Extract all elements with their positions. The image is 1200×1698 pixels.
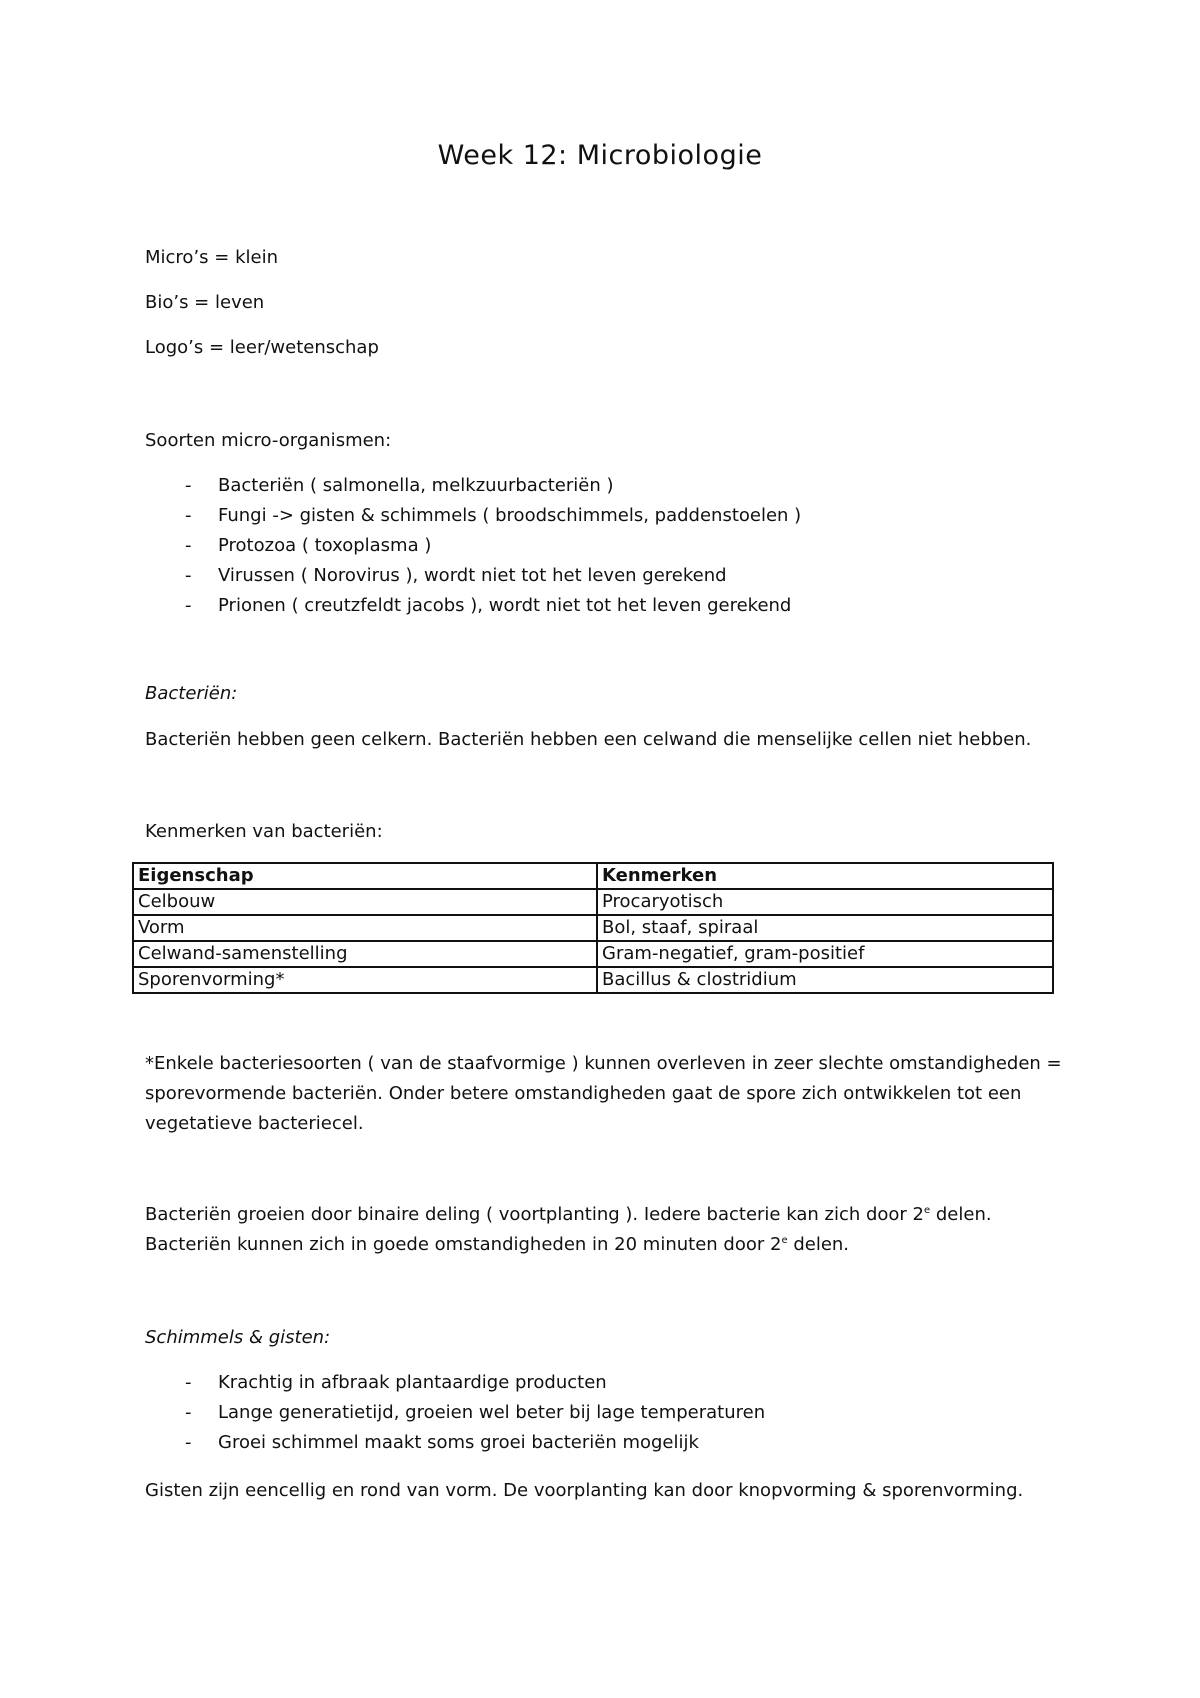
- bacteria-heading: Bacteriën:: [145, 683, 238, 704]
- table-cell: Bacillus & clostridium: [597, 967, 1053, 993]
- growth-text: delen.: [930, 1204, 992, 1225]
- list-dash: -: [185, 565, 192, 586]
- list-item-text: Fungi -> gisten & schimmels ( broodschimmels, paddenstoelen ): [218, 505, 802, 526]
- footnote-line: *Enkele bacteriesoorten ( van de staafvormige ) kunnen overleven in zeer slechte omstandigheden =: [145, 1053, 1062, 1074]
- table-row: [133, 889, 1053, 915]
- growth-line-1: [145, 1203, 992, 1227]
- table-cell: Vorm: [133, 915, 597, 941]
- list-dash: -: [185, 1402, 192, 1423]
- fungi-heading: Schimmels & gisten:: [145, 1327, 331, 1348]
- growth-text: delen.: [787, 1234, 850, 1255]
- table-cell: Celbouw: [133, 889, 597, 915]
- superscript: e: [781, 1235, 788, 1246]
- footnote-line: vegetatieve bacteriecel.: [145, 1113, 364, 1134]
- list-item-text: Protozoa ( toxoplasma ): [218, 535, 432, 556]
- list-dash: -: [185, 1432, 192, 1453]
- table-cell: Procaryotisch: [597, 889, 1053, 915]
- table-header-row: [133, 863, 1053, 889]
- definition-micro: Micro’s = klein: [145, 247, 278, 268]
- table-cell: Bol, staaf, spiraal: [597, 915, 1053, 941]
- types-heading: Soorten micro-organismen:: [145, 430, 392, 451]
- superscript: e: [924, 1205, 931, 1216]
- table-header-cell: Kenmerken: [597, 863, 1053, 889]
- yeast-paragraph: Gisten zijn eencellig en rond van vorm. De voorplanting kan door knopvorming & sporenvorming.: [145, 1480, 1024, 1501]
- table-header-cell: Eigenschap: [133, 863, 597, 889]
- bacteria-paragraph: Bacteriën hebben geen celkern. Bacteriën hebben een celwand die menselijke cellen niet hebben.: [145, 729, 1032, 750]
- growth-text: Bacteriën groeien door binaire deling ( voortplanting ). Iedere bacterie kan zich door 2: [145, 1204, 924, 1225]
- list-item-text: Krachtig in afbraak plantaardige producten: [218, 1372, 607, 1393]
- page-title: Week 12: Microbiologie: [437, 140, 763, 171]
- table-row: [133, 915, 1053, 941]
- list-dash: -: [185, 505, 192, 526]
- list-item-text: Bacteriën ( salmonella, melkzuurbacteriën ): [218, 475, 614, 496]
- definition-logo: Logo’s = leer/wetenschap: [145, 337, 379, 358]
- list-item-text: Virussen ( Norovirus ), wordt niet tot het leven gerekend: [218, 565, 727, 586]
- bacteria-properties-table: [132, 862, 1054, 994]
- footnote-line: sporevormende bacteriën. Onder betere omstandigheden gaat de spore zich ontwikkelen tot een: [145, 1083, 1022, 1104]
- table-cell: Sporenvorming*: [133, 967, 597, 993]
- list-dash: -: [185, 595, 192, 616]
- table-row: [133, 941, 1053, 967]
- table-intro: Kenmerken van bacteriën:: [145, 821, 383, 842]
- list-item-text: Groei schimmel maakt soms groei bacteriën mogelijk: [218, 1432, 699, 1453]
- table-row: [133, 967, 1053, 993]
- list-item-text: Lange generatietijd, groeien wel beter bij lage temperaturen: [218, 1402, 766, 1423]
- table-cell: Celwand-samenstelling: [133, 941, 597, 967]
- list-item-text: Prionen ( creutzfeldt jacobs ), wordt niet tot het leven gerekend: [218, 595, 792, 616]
- list-dash: -: [185, 1372, 192, 1393]
- definition-bio: Bio’s = leven: [145, 292, 265, 313]
- table-cell: Gram-negatief, gram-positief: [597, 941, 1053, 967]
- list-dash: -: [185, 475, 192, 496]
- growth-text: Bacteriën kunnen zich in goede omstandigheden in 20 minuten door 2: [145, 1234, 782, 1255]
- growth-line-2: [145, 1233, 849, 1257]
- list-dash: -: [185, 535, 192, 556]
